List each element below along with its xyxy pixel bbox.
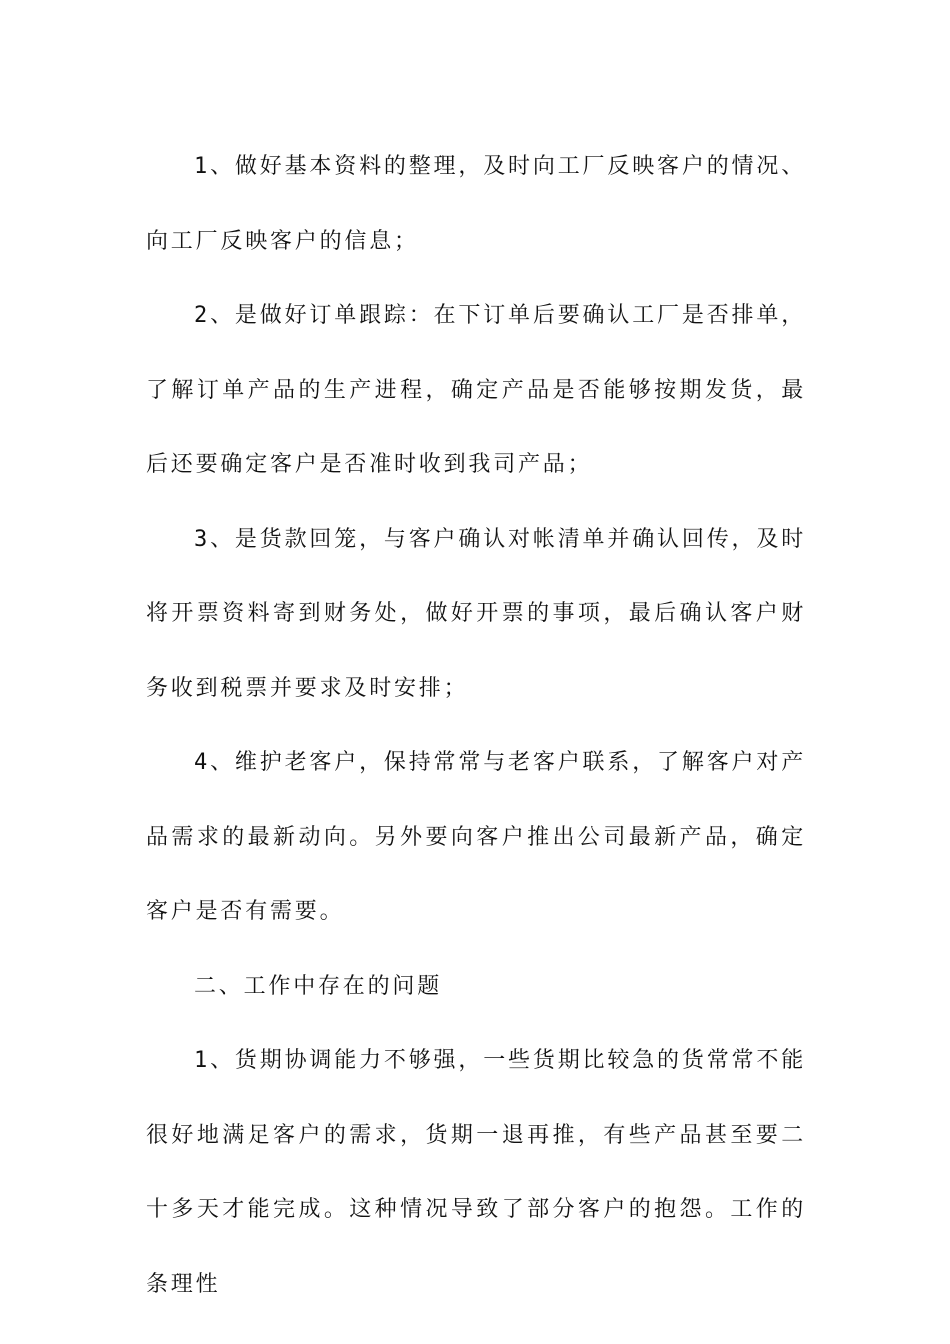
paragraph-3: 3、是货款回笼，与客户确认对帐清单并确认回传，及时将开票资料寄到财务处，做好开票的事项，最后确认客户财务收到税票并要求及时安排； <box>146 526 806 701</box>
document-body <box>146 130 806 1322</box>
paragraph-1: 1、做好基本资料的整理，及时向工厂反映客户的情况、向工厂反映客户的信息； <box>146 154 806 254</box>
section-heading: 二、工作中存在的问题 <box>194 973 443 999</box>
paragraph-5: 1、货期协调能力不够强，一些货期比较急的货常常不能很好地满足客户的需求，货期一退再推，有些产品甚至要二十多天才能完成。这种情况导致了部分客户的抱怨。工作的条理性 <box>146 1048 806 1297</box>
paragraph-4: 4、维护老客户，保持常常与老客户联系，了解客户对产品需求的最新动向。另外要向客户推出公司最新产品，确定客户是否有需要。 <box>146 750 806 924</box>
paragraph-2: 2、是做好订单跟踪：在下订单后要确认工厂是否排单，了解订单产品的生产进程，确定产品是否能够按期发货，最后还要确定客户是否准时收到我司产品； <box>146 303 806 477</box>
